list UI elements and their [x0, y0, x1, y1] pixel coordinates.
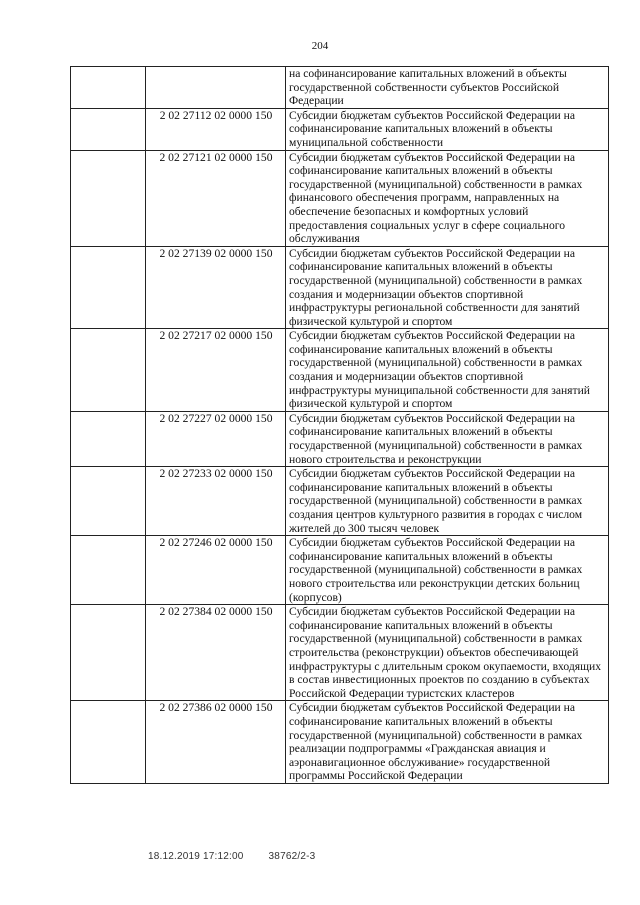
page-number: 204	[311, 40, 329, 52]
footer-timestamp: 18.12.2019 17:12:00	[148, 851, 244, 862]
blank-cell	[71, 108, 146, 150]
document-footer	[148, 851, 315, 862]
description-cell: на софинансирование капитальных вложений в объекты государственной собственности субъектов Российской Федерации	[286, 67, 609, 109]
code-cell: 2 02 27233 02 0000 150	[146, 467, 286, 536]
description-cell: Субсидии бюджетам субъектов Российской Федерации на софинансирование капитальных вложений в объекты государственной (муниципальной) собственности в рамках финансового обеспечения программ, направленных на обеспечение безопасных и комфортных условий предоставления социальных услуг в сфере социального обслуживания	[286, 150, 609, 246]
blank-cell	[71, 67, 146, 109]
description-cell: Субсидии бюджетам субъектов Российской Федерации на софинансирование капитальных вложений в объекты государственной (муниципальной) собственности в рамках нового строительства или реконструкции детских больниц (корпусов)	[286, 536, 609, 605]
table-row	[71, 536, 609, 605]
budget-classification-table	[70, 66, 609, 784]
code-cell: 2 02 27386 02 0000 150	[146, 701, 286, 784]
table-row	[71, 150, 609, 246]
description-cell: Субсидии бюджетам субъектов Российской Федерации на софинансирование капитальных вложений в объекты государственной (муниципальной) собственности в рамках нового строительства и реконструкции	[286, 411, 609, 466]
blank-cell	[71, 605, 146, 701]
table-row	[71, 108, 609, 150]
description-cell: Субсидии бюджетам субъектов Российской Федерации на софинансирование капитальных вложений в объекты муниципальной собственности	[286, 108, 609, 150]
table-row	[71, 701, 609, 784]
blank-cell	[71, 467, 146, 536]
table-row	[71, 411, 609, 466]
description-cell: Субсидии бюджетам субъектов Российской Федерации на софинансирование капитальных вложений в объекты государственной (муниципальной) собственности в рамках строительства (реконструкции) объектов обеспечивающей инфраструктуры с длительным сроком окупаемости, входящих в состав инвестиционных проектов по созданию в субъектах Российской Федерации туристских кластеров	[286, 605, 609, 701]
code-cell: 2 02 27246 02 0000 150	[146, 536, 286, 605]
description-cell: Субсидии бюджетам субъектов Российской Федерации на софинансирование капитальных вложений в объекты государственной (муниципальной) собственности в рамках создания центров культурного развития в городах с числом жителей до 300 тысяч человек	[286, 467, 609, 536]
code-cell: 2 02 27217 02 0000 150	[146, 329, 286, 412]
footer-document-code: 38762/2-3	[268, 851, 316, 862]
table-row	[71, 329, 609, 412]
code-cell: 2 02 27384 02 0000 150	[146, 605, 286, 701]
table-row	[71, 467, 609, 536]
blank-cell	[71, 246, 146, 329]
blank-cell	[71, 329, 146, 412]
blank-cell	[71, 411, 146, 466]
code-cell: 2 02 27139 02 0000 150	[146, 246, 286, 329]
table-row	[71, 246, 609, 329]
description-cell: Субсидии бюджетам субъектов Российской Федерации на софинансирование капитальных вложений в объекты государственной (муниципальной) собственности в рамках создания и модернизации объектов спортивной инфраструктуры региональной собственности для занятий физической культурой и спортом	[286, 246, 609, 329]
blank-cell	[71, 536, 146, 605]
code-cell: 2 02 27121 02 0000 150	[146, 150, 286, 246]
table-row	[71, 67, 609, 109]
description-cell: Субсидии бюджетам субъектов Российской Федерации на софинансирование капитальных вложений в объекты государственной (муниципальной) собственности в рамках создания и модернизации объектов спортивной инфраструктуры муниципальной собственности для занятий физической культурой и спортом	[286, 329, 609, 412]
table-row	[71, 605, 609, 701]
code-cell: 2 02 27112 02 0000 150	[146, 108, 286, 150]
description-cell: Субсидии бюджетам субъектов Российской Федерации на софинансирование капитальных вложений в объекты государственной (муниципальной) собственности в рамках реализации подпрограммы «Гражданская авиация и аэронавигационное обслуживание» государственной программы Российской Федерации	[286, 701, 609, 784]
code-cell	[146, 67, 286, 109]
blank-cell	[71, 701, 146, 784]
blank-cell	[71, 150, 146, 246]
code-cell: 2 02 27227 02 0000 150	[146, 411, 286, 466]
